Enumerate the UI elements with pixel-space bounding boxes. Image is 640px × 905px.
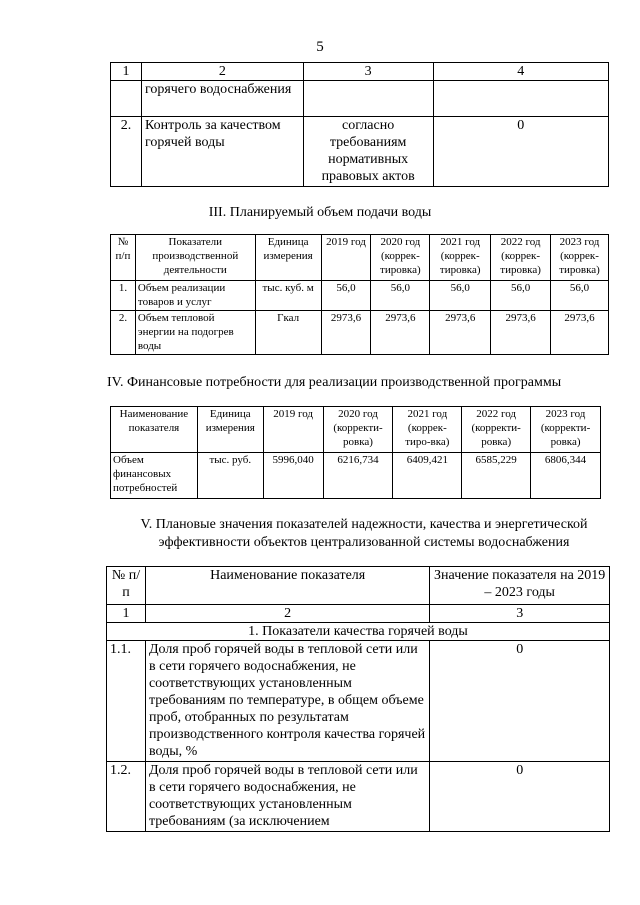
row-number — [111, 81, 142, 117]
group-title: 1. Показатели качества горячей воды — [107, 623, 610, 641]
row-value: 6585,229 — [462, 453, 531, 499]
row-number: 2. — [111, 311, 136, 355]
header-cell: Наименование показателя — [145, 567, 429, 605]
row-value: 56,0 — [430, 281, 491, 311]
section-4-title: IV. Финансовые потребности для реализации производственной программы — [107, 375, 562, 390]
row-value — [433, 81, 608, 117]
row-name: Доля проб горячей воды в тепловой сети или в сети горячего водоснабжения, не соответствующих установленным требованиям (за исключением — [145, 762, 429, 832]
continuation-table — [110, 62, 609, 187]
row-value: 0 — [430, 762, 610, 832]
row-number: 2. — [111, 117, 142, 187]
header-cell: 2022 год (корректи-ровка) — [462, 407, 531, 453]
header-cell: 2020 год (корректи-ровка) — [323, 407, 393, 453]
row-number: 1. — [111, 281, 136, 311]
header-cell: 2019 год — [321, 235, 371, 281]
header-cell: Единица измерения — [197, 407, 263, 453]
group-row — [107, 623, 610, 641]
table-header-row — [111, 63, 609, 81]
header-cell: 2023 год (корректи-ровка) — [531, 407, 601, 453]
header-cell: 2019 год — [263, 407, 323, 453]
header-cell: 1 — [111, 63, 142, 81]
indicators-table — [106, 566, 610, 832]
table-row — [107, 641, 610, 762]
header-cell: 2021 год (коррек-тировка) — [430, 235, 491, 281]
header-cell: № п/п — [111, 235, 136, 281]
row-value: 56,0 — [321, 281, 371, 311]
water-supply-volume-table — [110, 234, 609, 355]
column-number: 3 — [430, 605, 610, 623]
row-value: 0 — [430, 641, 610, 762]
header-cell: Наименование показателя — [111, 407, 198, 453]
table-row — [111, 311, 609, 355]
row-value: 2973,6 — [430, 311, 491, 355]
table-header-row — [111, 235, 609, 281]
header-cell: 4 — [433, 63, 608, 81]
column-number: 2 — [145, 605, 429, 623]
row-value: 56,0 — [491, 281, 551, 311]
table-row — [111, 117, 609, 187]
row-value: 0 — [433, 117, 608, 187]
header-cell: Единица измерения — [255, 235, 321, 281]
header-cell: 2023 год (коррек-тировка) — [551, 235, 609, 281]
table-row — [107, 762, 610, 832]
table-header-row — [107, 567, 610, 605]
header-cell: № п/п — [107, 567, 146, 605]
table-row — [111, 281, 609, 311]
section-5-title-line-1: V. Плановые значения показателей надежности, качества и энергетической — [140, 517, 588, 532]
table-header-row — [111, 407, 601, 453]
row-name: Объем реализации товаров и услуг — [135, 281, 255, 311]
table-row — [111, 81, 609, 117]
row-name: горячего водоснабжения — [141, 81, 303, 117]
row-value: 5996,040 — [263, 453, 323, 499]
row-value: 2973,6 — [321, 311, 371, 355]
row-value: 6216,734 — [323, 453, 393, 499]
section-5-title-line-2: эффективности объектов централизованной системы водоснабжения — [158, 535, 570, 550]
row-name: Доля проб горячей воды в тепловой сети или в сети горячего водоснабжения, не соответствующих установленным требованиям по температуре, в общем объеме проб, отобранных по результатам производственного контроля качества горячей воды, % — [145, 641, 429, 762]
row-name: Контроль за качеством горячей воды — [141, 117, 303, 187]
row-basis — [303, 81, 433, 117]
section-3-title: III. Планируемый объем подачи воды — [208, 205, 432, 220]
row-value: 56,0 — [371, 281, 430, 311]
row-value: 2973,6 — [371, 311, 430, 355]
page-number: 5 — [316, 39, 324, 55]
row-unit: тыс. куб. м — [255, 281, 321, 311]
row-unit: Гкал — [255, 311, 321, 355]
row-value: 56,0 — [551, 281, 609, 311]
row-value: 6806,344 — [531, 453, 601, 499]
row-basis: согласно требованиям нормативных правовых актов — [303, 117, 433, 187]
row-name: Объем тепловой энергии на подогрев воды — [135, 311, 255, 355]
header-cell: 2022 год (коррек-тировка) — [491, 235, 551, 281]
header-cell: Значение показателя на 2019 – 2023 годы — [430, 567, 610, 605]
header-cell: 2020 год (коррек-тировка) — [371, 235, 430, 281]
header-cell: 2021 год (коррек-тиро-вка) — [393, 407, 462, 453]
section-5-title — [0, 516, 640, 552]
header-cell: 2 — [141, 63, 303, 81]
column-number-row — [107, 605, 610, 623]
row-unit: тыс. руб. — [197, 453, 263, 499]
row-value: 2973,6 — [491, 311, 551, 355]
financial-needs-table — [110, 406, 601, 499]
header-cell: 3 — [303, 63, 433, 81]
column-number: 1 — [107, 605, 146, 623]
row-name: Объем финансовых потребностей — [111, 453, 198, 499]
row-value: 2973,6 — [551, 311, 609, 355]
row-number: 1.1. — [107, 641, 146, 762]
row-number: 1.2. — [107, 762, 146, 832]
row-value: 6409,421 — [393, 453, 462, 499]
header-cell: Показатели производственной деятельности — [135, 235, 255, 281]
table-row — [111, 453, 601, 499]
